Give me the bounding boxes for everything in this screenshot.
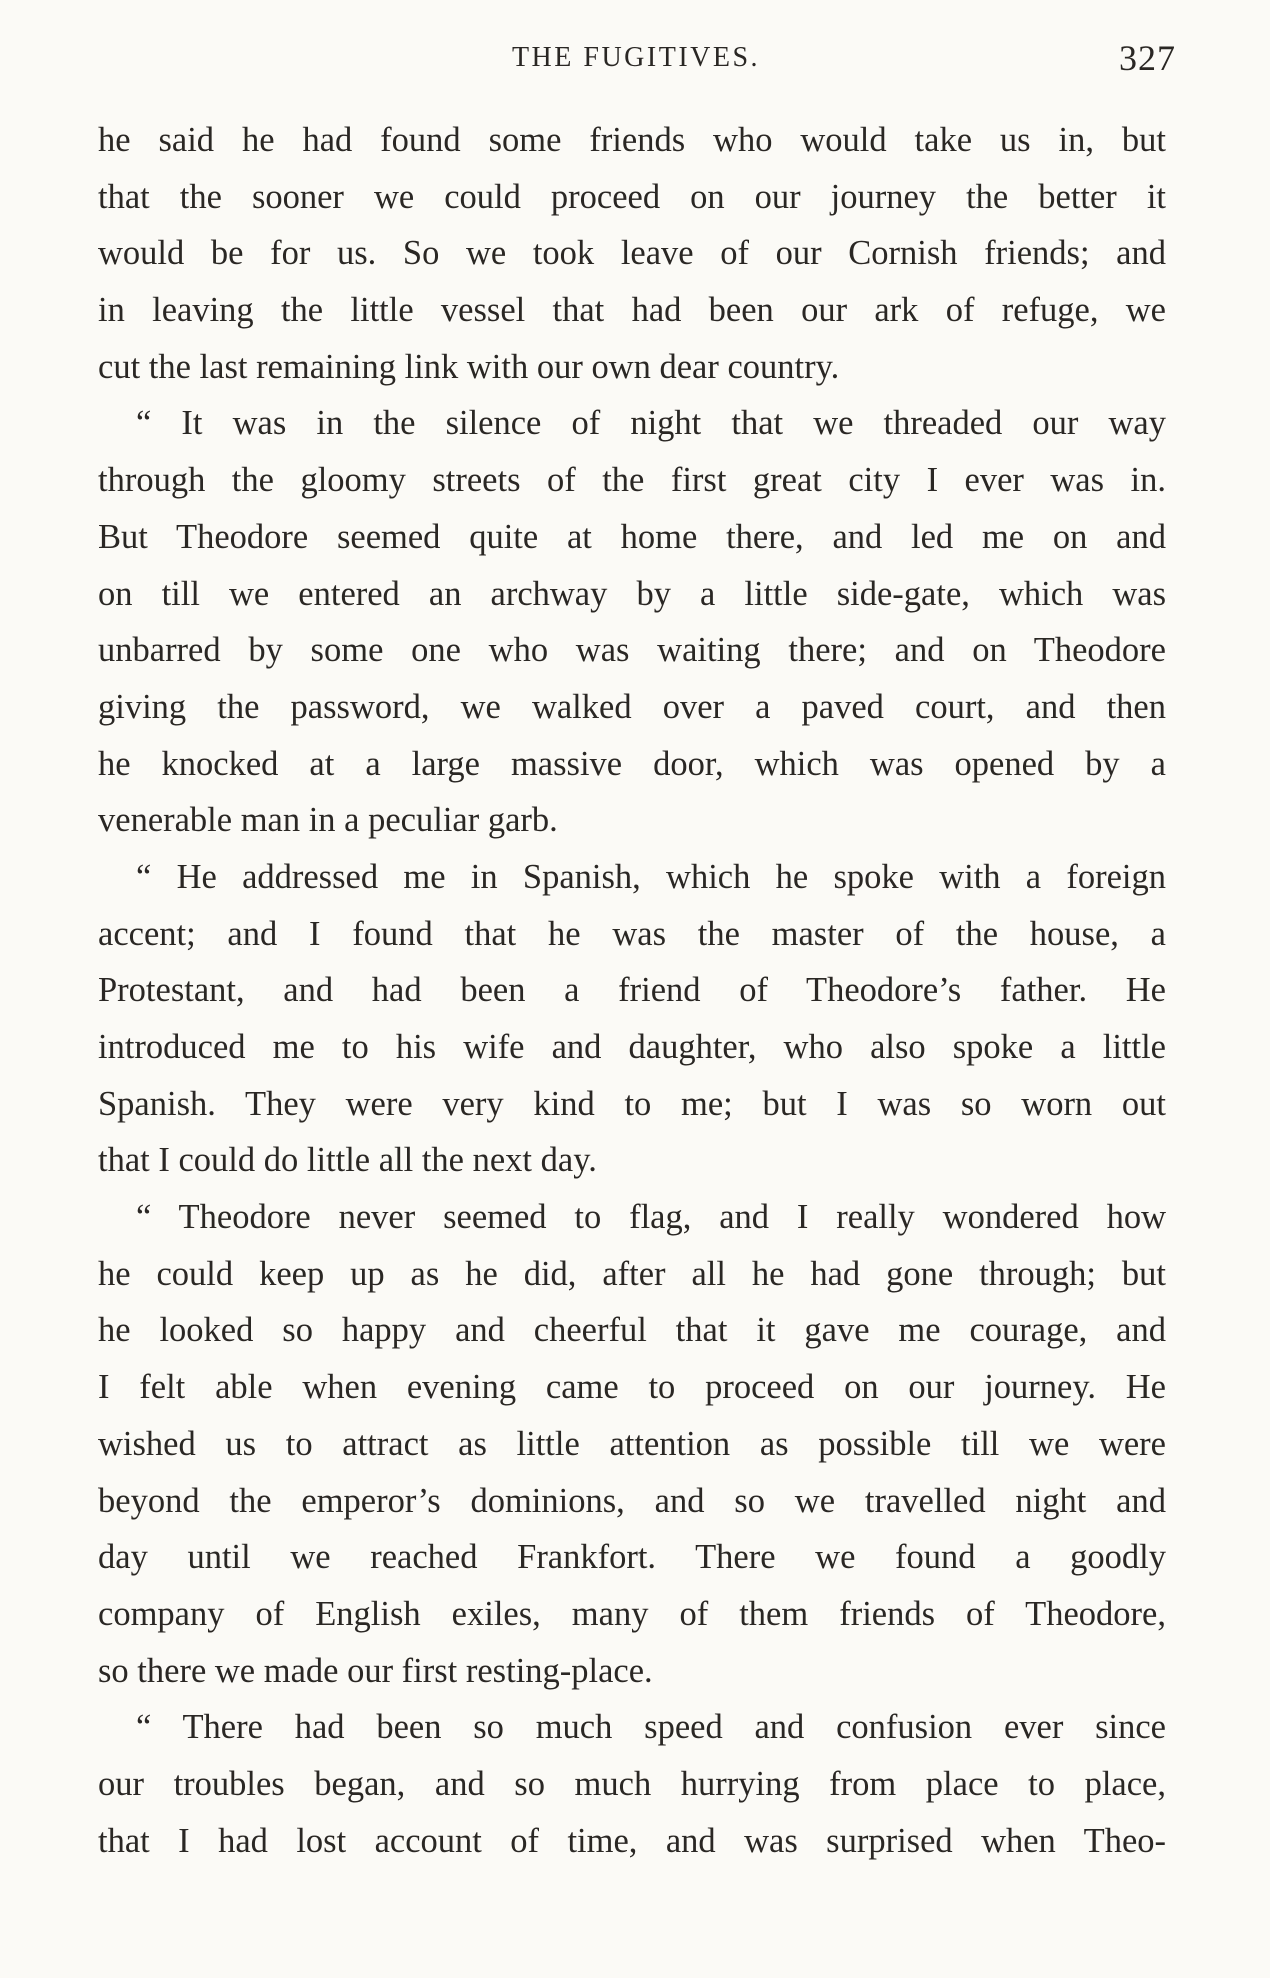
text-line: “ Theodore never seemed to flag, and I really wondered how: [136, 1198, 1166, 1237]
text-line: in leaving the little vessel that had been our ark of refuge, we: [98, 291, 1166, 330]
body-text: [98, 112, 1166, 1869]
text-line: he could keep up as he did, after all he had gone through; but: [98, 1254, 1166, 1293]
text-line: “ He addressed me in Spanish, which he spoke with a foreign: [136, 857, 1166, 896]
text-line: that I had lost account of time, and was surprised when Theo-: [98, 1821, 1166, 1860]
text-line: day until we reached Frankfort. There we found a goodly: [98, 1538, 1166, 1577]
text-line: Spanish. They were very kind to me; but I was so worn out: [98, 1084, 1166, 1123]
text-line: beyond the emperor’s dominions, and so we travelled night and: [98, 1481, 1166, 1520]
text-line: that I could do little all the next day.: [98, 1141, 597, 1180]
text-line: accent; and I found that he was the master of the house, a: [98, 914, 1166, 953]
text-line: I felt able when evening came to proceed on our journey. He: [98, 1368, 1166, 1407]
text-line: But Theodore seemed quite at home there, and led me on and: [98, 517, 1166, 556]
text-line: introduced me to his wife and daughter, who also spoke a little: [98, 1028, 1166, 1066]
text-line: company of English exiles, many of them friends of Theodore,: [98, 1594, 1166, 1633]
text-line: our troubles began, and so much hurrying from place to place,: [98, 1764, 1166, 1803]
paragraph-1: [98, 112, 1166, 395]
text-line: “ It was in the silence of night that we threaded our way: [136, 404, 1166, 443]
text-line: he said he had found some friends who would take us in, but: [98, 121, 1166, 159]
text-line: so there we made our first resting-place.: [98, 1651, 653, 1690]
text-line: venerable man in a peculiar garb.: [98, 801, 558, 840]
paragraph-2: [98, 395, 1166, 849]
running-head: [96, 38, 1176, 78]
text-line: “ There had been so much speed and confusion ever since: [136, 1708, 1166, 1747]
text-line: he knocked at a large massive door, which was opened by a: [98, 744, 1166, 783]
text-line: unbarred by some one who was waiting there; and on Theodore: [98, 631, 1166, 670]
text-line: cut the last remaining link with our own dear country.: [98, 347, 840, 386]
paragraph-5: [98, 1699, 1166, 1869]
text-line: giving the password, we walked over a paved court, and then: [98, 687, 1166, 726]
paragraph-4: [98, 1189, 1166, 1699]
paragraph-3: [98, 849, 1166, 1189]
text-line: he looked so happy and cheerful that it gave me courage, and: [98, 1311, 1166, 1350]
text-line: would be for us. So we took leave of our Cornish friends; and: [98, 234, 1166, 273]
text-line: wished us to attract as little attention as possible till we were: [98, 1424, 1166, 1463]
text-line: that the sooner we could proceed on our journey the better it: [98, 177, 1166, 216]
running-title: THE FUGITIVES.: [511, 42, 761, 73]
text-line: on till we entered an archway by a little side-gate, which was: [98, 574, 1166, 613]
text-line: through the gloomy streets of the first great city I ever was in.: [98, 461, 1166, 500]
page-number: 327: [1119, 38, 1176, 78]
text-line: Protestant, and had been a friend of Theodore’s father. He: [98, 971, 1166, 1010]
